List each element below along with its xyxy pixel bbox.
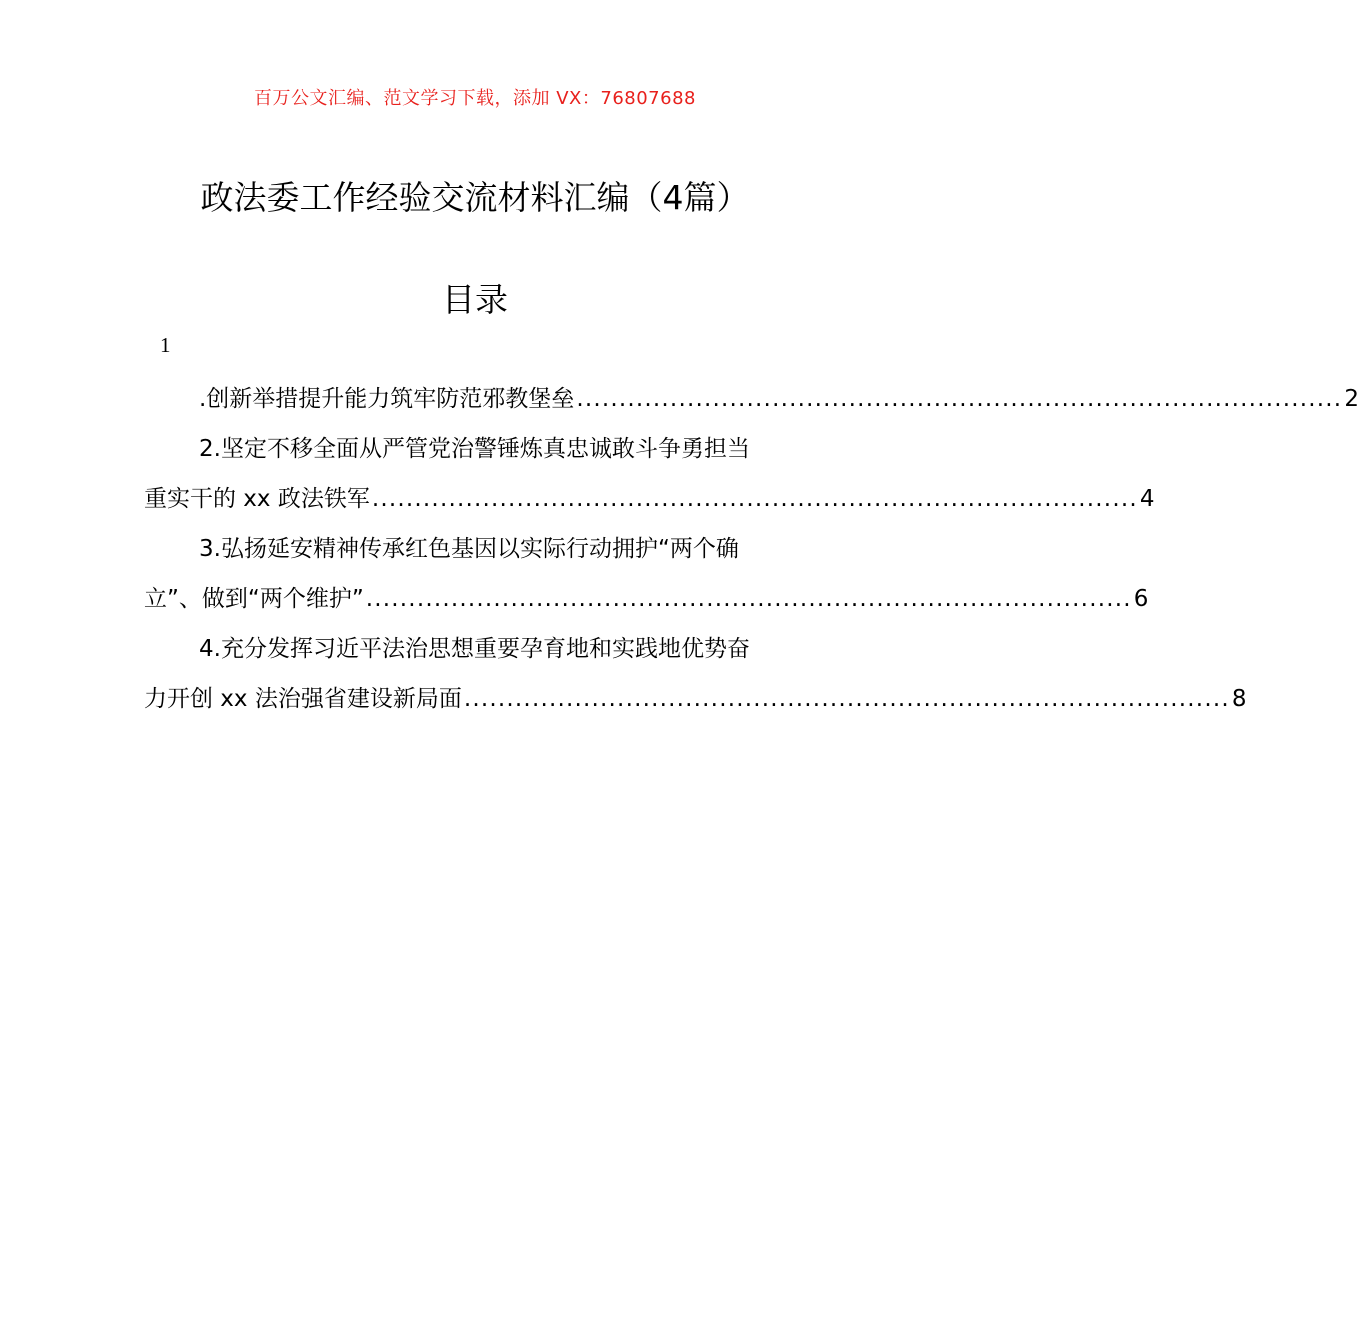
toc-entry-4-title-part-1: 4.充分发挥习近平法治思想重要孕育地和实践地优势奋 (199, 636, 750, 662)
toc-entry-4-page: 8 (1231, 686, 1247, 712)
toc-entry-4[interactable] (144, 624, 1247, 724)
toc-entry-3-line-2 (144, 574, 1149, 624)
toc-entry-2[interactable] (144, 424, 1155, 524)
toc-entry-4-line-2 (144, 674, 1247, 724)
toc-leader-dots: .......................................................................................... (371, 486, 1138, 512)
toc-entry-3-title-part-2: 立”、做到“两个维护” (144, 586, 364, 612)
toc-entry-1[interactable] (144, 374, 1359, 424)
toc-leader-dots: .......................................................................................... (365, 586, 1132, 612)
toc-entry-1-line (144, 374, 1359, 424)
toc-entry-2-line-2 (144, 474, 1155, 524)
toc-leader-dots: .......................................................................................... (576, 386, 1343, 412)
toc-leader-dots: .......................................................................................... (463, 686, 1230, 712)
toc-entry-3-page: 6 (1133, 586, 1149, 612)
toc-entry-2-page: 4 (1139, 486, 1155, 512)
toc-heading: 目录 (442, 280, 508, 319)
toc-entry-3-title-part-1: 3.弘扬延安精神传承红色基因以实际行动拥护“两个确 (199, 536, 739, 562)
toc-entry-4-title-part-2: 力开创 xx 法治强省建设新局面 (144, 686, 462, 712)
table-of-contents (144, 374, 1359, 724)
toc-entry-3[interactable] (144, 524, 1149, 624)
toc-entry-2-line-1 (144, 424, 806, 474)
toc-entry-1-title: .创新举措提升能力筑牢防范邪教堡垒 (199, 386, 575, 412)
document-title: 政法委工作经验交流材料汇编（4篇） (200, 178, 750, 217)
toc-entry-1-page: 2 (1344, 386, 1359, 412)
toc-entry-2-title-part-1: 2.坚定不移全面从严管党治警锤炼真忠诚敢斗争勇担当 (199, 436, 750, 462)
header-watermark-note: 百万公文汇编、范文学习下载，添加 VX：76807688 (254, 88, 696, 109)
stray-page-number: 1 (160, 333, 171, 357)
toc-entry-4-line-1 (144, 624, 806, 674)
toc-entry-3-line-1 (144, 524, 806, 574)
toc-entry-2-title-part-2: 重实干的 xx 政法铁军 (144, 486, 370, 512)
